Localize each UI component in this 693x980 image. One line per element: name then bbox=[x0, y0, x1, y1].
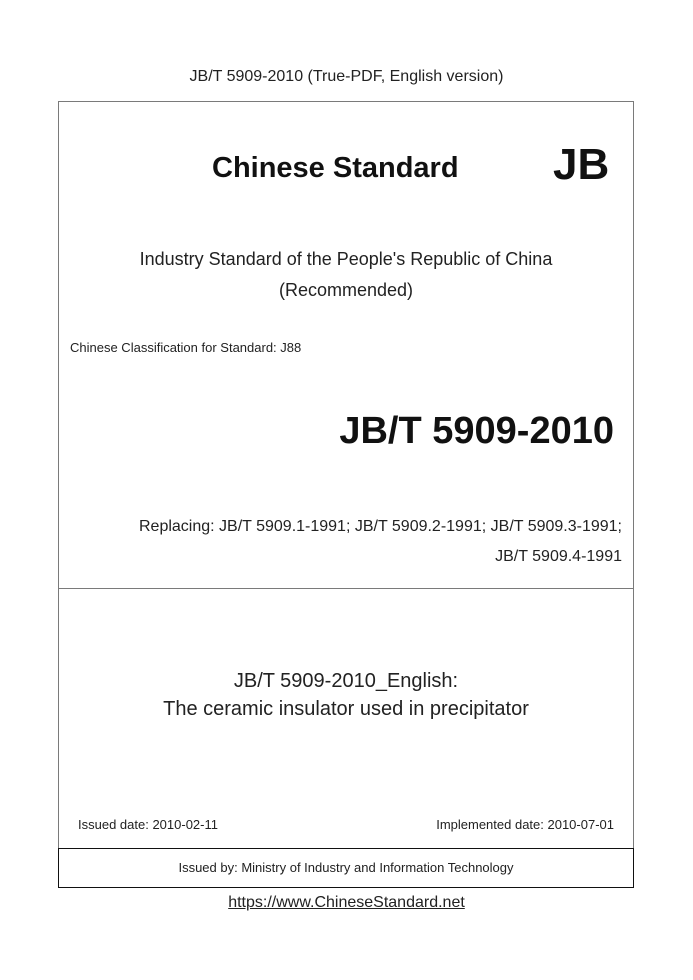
classification: Chinese Classification for Standard: J88 bbox=[70, 340, 302, 355]
subtitle-line-2: (Recommended) bbox=[278, 280, 414, 300]
subtitle-line-1: Industry Standard of the People's Republic of China bbox=[139, 249, 553, 269]
issued-by: Issued by: Ministry of Industry and Information Technology bbox=[178, 860, 514, 875]
replacing-line-1: Replacing: JB/T 5909.1-1991; JB/T 5909.2-1991; JB/T 5909.3-1991; bbox=[139, 518, 622, 535]
website-link[interactable]: https://www.ChineseStandard.net bbox=[228, 894, 465, 911]
english-title-line-2: The ceramic insulator used in precipitator bbox=[163, 698, 529, 720]
issued-date: Issued date: 2010-02-11 bbox=[78, 817, 218, 832]
cover-title: Chinese Standard bbox=[212, 152, 459, 184]
english-title-line-1: JB/T 5909-2010_English: bbox=[233, 670, 459, 692]
implemented-date: Implemented date: 2010-07-01 bbox=[436, 817, 614, 832]
document-header: JB/T 5909-2010 (True-PDF, English version) bbox=[189, 68, 504, 85]
code-mark: JB bbox=[553, 140, 610, 189]
replacing-line-2: JB/T 5909.4-1991 bbox=[495, 548, 622, 565]
standard-number: JB/T 5909-2010 bbox=[339, 410, 614, 452]
